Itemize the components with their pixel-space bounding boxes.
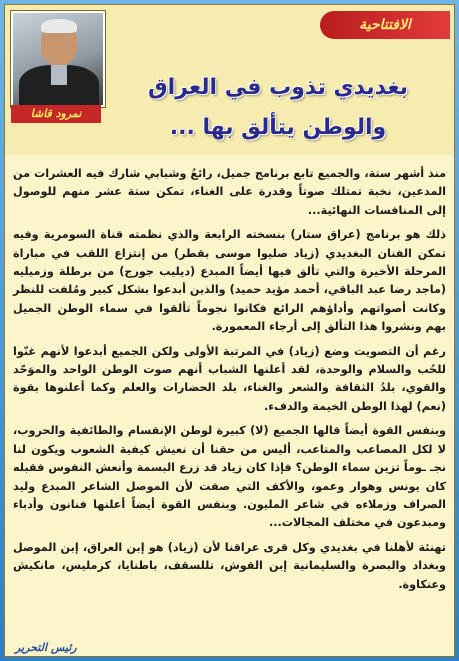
paragraph-1: منذ أشهر ستة، والجميع تابع برنامج جميل، رائعُ وشبابي شارك فيه العشرات من المدعين، نخبة تمتلك صوتاً وقدرة على الغناء، تمكن ستة عشر منهم للوصول إلى المنافسات النهائية... — [13, 167, 446, 217]
author-photo — [11, 11, 105, 107]
signature: رئيس التحرير — [15, 641, 77, 654]
editorial-page — [4, 4, 455, 657]
headline-line-1: بغديدي تذوب في العراق — [147, 75, 409, 100]
author-photo-shirt — [51, 65, 67, 85]
article-body — [13, 165, 446, 600]
paragraph-5: تهنئة لأهلنا في بغديدي وكل قرى عراقنا لأن (زياد) هو إبن العراق، إبن الموصل وبغداد والبصرة والسليمانية إبن القوش، تللسقف، باطنايا، كرمليس، مانكيش وعنكاوة. — [13, 540, 446, 591]
paragraph-2: ذلك هو برنامج (عراق ستار) بنسخته الرابعة والذي نظمته قناة السومرية وفيه تمكن الفنان البغديدي (زياد صليوا موسى بقطر) من إنتزاع اللقب في مباراة المرحلة الأخيرة والتي تألق فيها أيضاً المبدع (ديليب جورج) من برطلة وزميليه (ماجد رضا عبد الباقي، أحمد مؤيد حميد) والذين أبدعوا بشكل كبير ومُلفت للنظر وكانت أصواتهم وأداؤهم الرائع فكانوا نجوماً تألقوا في سماء الوطن الجميل بهم ونشروا هذا التألق إلى أرجاء المعمورة. — [13, 228, 446, 334]
author-photo-hair — [41, 19, 77, 33]
paragraph-4: وبنفس القوة أيضاً قالها الجميع (لا) كبيرة لوطن الإنقسام والطائفية والحروب، لا لكل المصاعب والمتاعب، أليس من حقنا أن نعيش كيفية الشعوب ويكون لنا نجـ ـوماً تزين سماء الوطن؟ فإذا كان زياد قد زرع البسمة وأنعش النفوس فقبله كان يونس وهوار وعمو، والأكف التي صفت لأن الموصل الشاعر المبدع وليد الصراف وزملاءه في شاعر المليون. وبنفس القوة أيضاً أعلنها فنانون وأدباء ومبدعون في مختلف المجالات... — [13, 424, 446, 530]
editorial-header — [5, 5, 454, 155]
author-name: نمرود قاشا — [11, 105, 101, 123]
section-label: الافتتاحية — [320, 11, 450, 39]
headline-line-2: والوطن يتألق بها ... — [169, 115, 387, 140]
paragraph-3: رغم أن التصويت وضع (زياد) في المرتبة الأولى ولكن الجميع أبدعوا لأنهم غنّوا للحُب والسلام والوحدة، لقد أعلنها الشباب أنهم صوت الوطن الواحد والموَحّد والقوي، بلدُ الثقافة والشعر والغناء، بلد الحضارات والعلم وكما أعلنوها بقوة (نعم) لهذا الوطن الخيمة والدفء. — [13, 344, 446, 413]
